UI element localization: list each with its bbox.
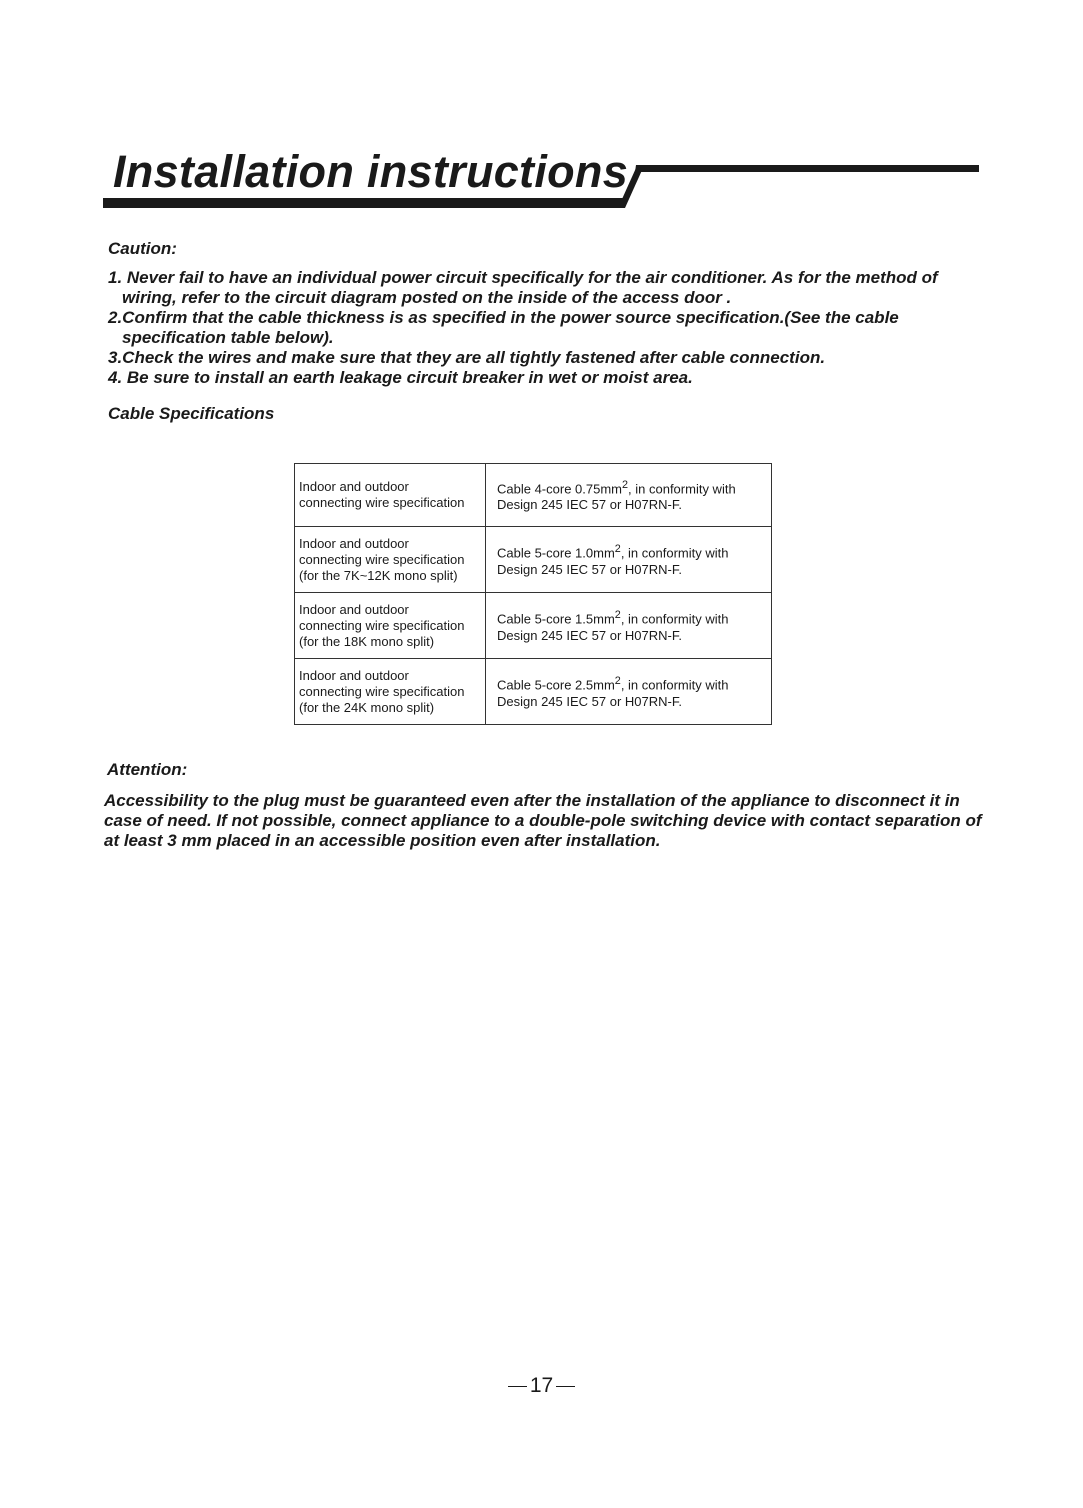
cable-specifications-label: Cable Specifications (108, 404, 275, 423)
attention-text: Accessibility to the plug must be guaranteed even after the installation of the appliance to disconnect it in case of need. If not possible, connect appliance to a double-pole switching device with contact separation of at least 3 mm placed in an accessible position even after installation. (104, 791, 982, 850)
caution-item-1: 1. Never fail to have an individual power circuit specifically for the air conditioner. As for the method of wiring, refer to the circuit diagram posted on the inside of the access door . (108, 268, 938, 307)
page-number-value: 17 (529, 1374, 554, 1397)
page-title: Installation instructions (113, 146, 629, 197)
cable-spec-table (294, 463, 772, 725)
table-cell-cable: Cable 5-core $1.0mm^2$, in conformity with Design 245 IEC 57 or H07RN-F. (486, 527, 772, 593)
table-cell-connection: Indoor and outdoor connecting wire specification (295, 464, 486, 527)
caution-list (108, 268, 988, 388)
caution-label: Caution: (108, 239, 177, 258)
table-cell-connection: Indoor and outdoor connecting wire specification (for the 24K mono split) (295, 659, 486, 725)
table-cell-connection: Indoor and outdoor connecting wire specification (for the 7K~12K mono split) (295, 527, 486, 593)
table-cell-cable: Cable 4-core $0.75mm^2$, in conformity with Design 245 IEC 57 or H07RN-F. (486, 464, 772, 527)
table-row (295, 527, 772, 593)
table-row (295, 464, 772, 527)
table-cell-cable: Cable 5-core $1.5mm^2$, in conformity with Design 245 IEC 57 or H07RN-F. (486, 593, 772, 659)
caution-item-4: 4. Be sure to install an earth leakage circuit breaker in wet or moist area. (108, 368, 693, 387)
title-underline-slash (618, 168, 643, 208)
title-top-rule (635, 165, 979, 172)
table-row (295, 593, 772, 659)
caution-item-2: 2.Confirm that the cable thickness is as specified in the power source specification.(See the cable specification table below). (108, 308, 899, 347)
table-cell-connection: Indoor and outdoor connecting wire specification (for the 18K mono split) (295, 593, 486, 659)
table-cell-cable: Cable 5-core $2.5mm^2$, in conformity with Design 245 IEC 57 or H07RN-F. (486, 659, 772, 725)
caution-item-3: 3.Check the wires and make sure that they are all tightly fastened after cable connection. (108, 348, 826, 367)
table-row (295, 659, 772, 725)
page-number (0, 1374, 1083, 1398)
attention-label: Attention: (107, 760, 188, 779)
title-underline-bar (103, 198, 623, 208)
title-underline (0, 0, 1083, 220)
